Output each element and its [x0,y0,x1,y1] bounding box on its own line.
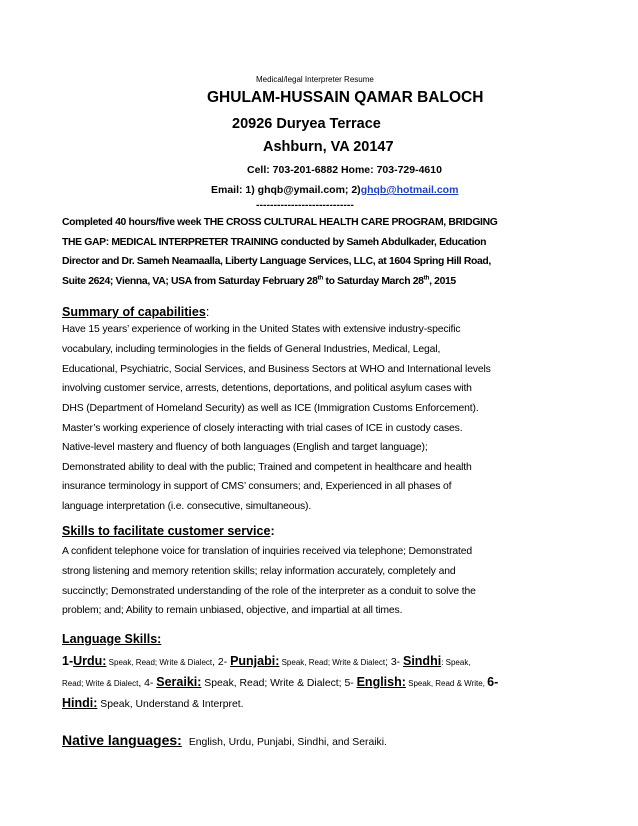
ordinal-suffix: th [317,274,323,282]
language-name-seraiki: Seraiki: [156,675,202,689]
language-skills-heading [62,632,161,646]
language-name-punjabi: Punjabi: [230,654,280,668]
language-row-1 [62,652,471,670]
language-number: 1- [62,654,74,668]
language-desc: Speak, Read; Write & Dialect [279,658,386,667]
phone-numbers: Cell: 703-201-6882 Home: 703-729-4610 [247,164,442,176]
language-desc: Speak, Read; Write & Dialect; [201,678,345,689]
header-divider: ---------------------------- [256,199,354,211]
language-number: 3- [390,657,403,668]
summary-line: Master’s working experience of closely interacting with trial cases of ICE in custody cases. [62,423,463,434]
training-line-1: Completed 40 hours/five week THE CROSS CULTURAL HEALTH CARE PROGRAM, BRIDGING [62,217,498,228]
language-desc: Read; Write & Dialect [62,679,139,688]
street-address: 20926 Duryea Terrace [232,116,381,132]
summary-line: language interpretation (i.e. consecutive, simultaneous). [62,501,312,512]
training-line-3: Director and Dr. Sameh Neamaalla, Liberty Language Services, LLC, at 1604 Spring Hill Road, [62,256,491,267]
training-line-4 [62,276,456,287]
native-languages-heading: Native languages: [62,732,182,748]
applicant-name: GHULAM-HUSSAIN QAMAR BALOCH [207,89,484,106]
training-dates-start: Suite 2624; Vienna, VA; USA from Saturday February 28 [62,276,318,287]
training-dates-mid: to Saturday March 28 [322,276,424,287]
summary-line: Have 15 years’ experience of working in the United States with extensive industry-specific [62,324,461,335]
training-dates-end: , 2015 [429,276,456,287]
language-name-urdu: Urdu: [73,654,107,668]
city-state-zip: Ashburn, VA 20147 [263,139,394,155]
language-desc: Speak, Read & Write, [405,679,488,688]
language-desc: Speak, Understand & Interpret. [97,699,244,710]
skills-line: problem; and; Ability to remain unbiased, objective, and impartial at all times. [62,605,403,616]
skills-line: A confident telephone voice for translation of inquiries received via telephone; Demonstrated [62,546,473,557]
summary-heading-text: Summary of capabilities [62,305,206,319]
skills-line: succinctly; Demonstrated understanding of the role of the interpreter as a conduit to solve the [62,586,476,597]
language-number: 5- [344,678,357,689]
summary-heading-colon: : [205,305,210,319]
summary-line: vocabulary, including terminologies in the fields of General Industries, Medical, Legal, [62,344,441,355]
email-label: Email: 1) ghqb@ymail.com; 2) [211,184,361,196]
language-sep: ; [385,657,391,668]
skills-heading-colon: : [270,524,275,538]
training-line-2: THE GAP: MEDICAL INTERPRETER TRAINING conducted by Sameh Abdulkader, Education [62,237,487,248]
language-name-hindi: Hindi: [62,696,98,710]
document-title: Medical/legal Interpreter Resume [256,75,374,84]
summary-line: insurance terminology in support of CMS’ consumers; and, Experienced in all phases of [62,481,452,492]
language-row-3 [62,694,244,712]
summary-line: involving customer service, arrests, detentions, deportations, and political asylum cases with [62,383,472,394]
native-languages [62,732,387,750]
summary-line: Demonstrated ability to deal with the public; Trained and competent in healthcare and health [62,462,472,473]
summary-line: DHS (Department of Homeland Security) as well as ICE (Immigration Customs Enforcement). [62,403,479,414]
language-name-english: English: [356,675,406,689]
skills-heading [62,524,275,538]
language-number: 6- [487,675,499,689]
native-languages-value: English, Urdu, Punjabi, Sindhi, and Seraiki. [188,737,387,748]
email-line [211,184,458,196]
email-link[interactable]: ghqb@hotmail.com [360,184,459,196]
language-number: 2- [217,657,231,668]
ordinal-suffix: th [423,274,430,282]
skills-heading-text: Skills to facilitate customer service [62,524,271,538]
language-sep: , [138,678,145,689]
summary-heading [62,305,209,319]
language-number: 4- [144,678,157,689]
language-desc: Speak, Read; Write & Dialect [106,658,213,667]
summary-line: Educational, Psychiatric, Social Services, and Business Sectors at WHO and International levels [62,364,491,375]
language-row-2 [62,673,498,691]
language-name-sindhi: Sindhi [402,654,442,668]
language-desc: : Speak, [441,658,471,667]
skills-line: strong listening and memory retention skills; relay information accurately, completely and [62,566,456,577]
language-sep: , [212,657,218,668]
language-skills-heading-text: Language Skills: [62,632,162,646]
summary-line: Native-level mastery and fluency of both languages (English and target language); [62,442,428,453]
